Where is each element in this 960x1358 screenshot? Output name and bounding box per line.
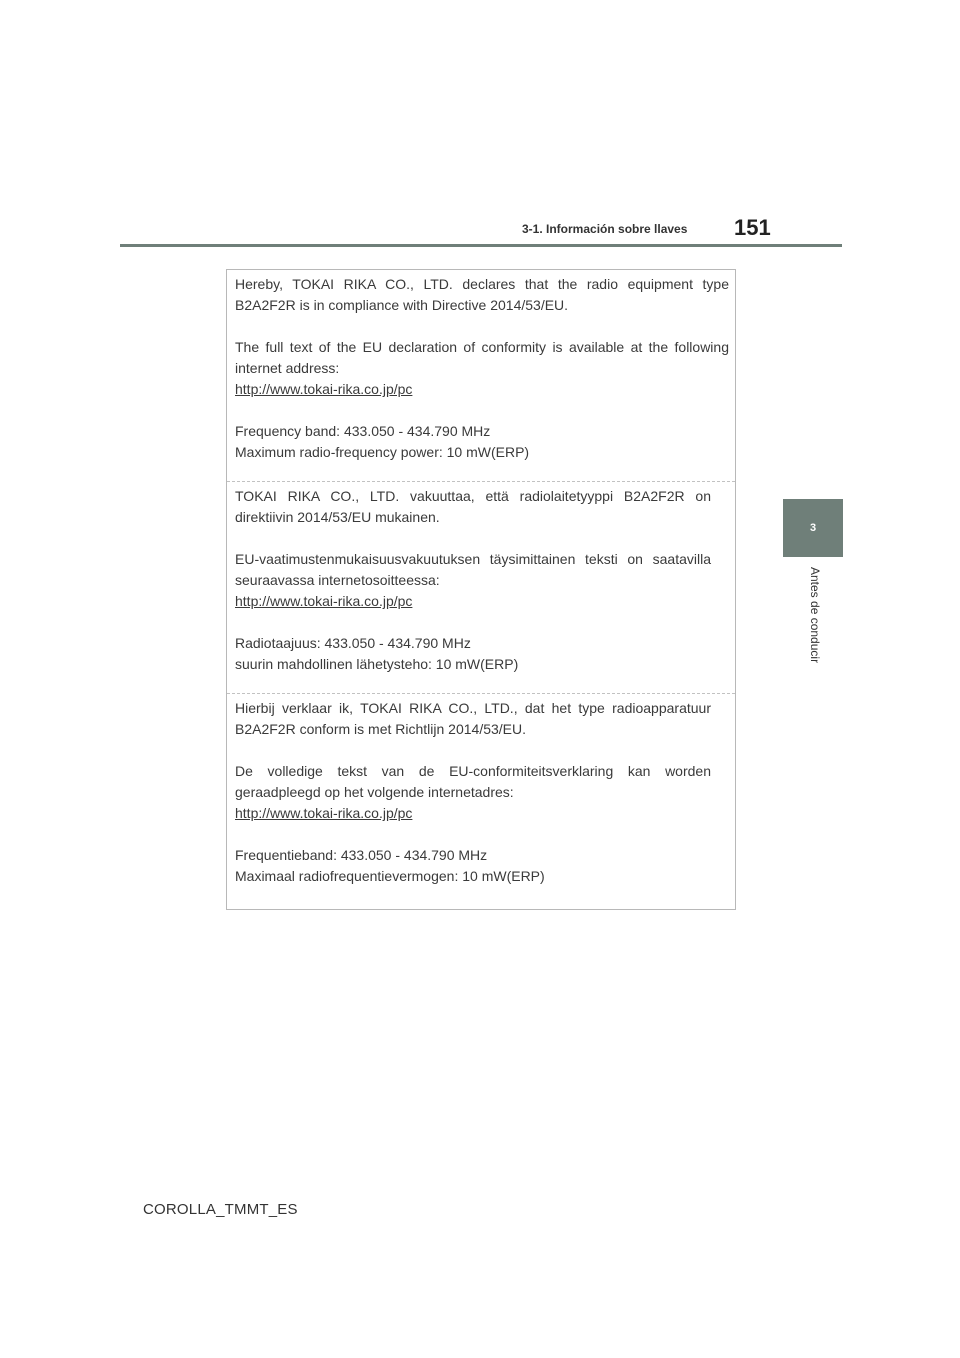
declaration-statement: Hereby, TOKAI RIKA CO., LTD. declares that the radio equipment type B2A2F2R is in compliance with Directive 2014/53/EU. (235, 276, 729, 313)
availability-text: De volledige tekst van de EU-conformiteitsverklaring kan worden geraadpleegd op het volgende internetadres: (235, 763, 711, 800)
max-power: Maximaal radiofrequentievermogen: 10 mW(ERP) (235, 868, 545, 884)
chapter-title: Antes de conducir (808, 567, 822, 664)
chapter-number: 3 (809, 522, 817, 534)
declaration-availability (235, 337, 729, 400)
declaration-specs (235, 421, 729, 463)
frequency-band: Radiotaajuus: 433.050 - 434.790 MHz (235, 635, 471, 651)
declaration-availability (235, 761, 711, 824)
page-number: 151 (734, 215, 771, 240)
declaration-finnish (227, 482, 735, 694)
frequency-band: Frequency band: 433.050 - 434.790 MHz (235, 423, 491, 439)
declaration-english (227, 270, 735, 482)
section-heading: 3-1. Información sobre llaves (522, 222, 688, 236)
document-code: COROLLA_TMMT_ES (143, 1201, 298, 1218)
availability-text: EU-vaatimustenmukaisuusvakuutuksen täysimittainen teksti on saatavilla seuraavassa internetosoitteessa: (235, 551, 711, 588)
declaration-statement: TOKAI RIKA CO., LTD. vakuuttaa, että radiolaitetyyppi B2A2F2R on direktiivin 2014/53/EU mukainen. (235, 488, 711, 525)
declaration-box (226, 269, 736, 910)
declaration-statement: Hierbij verklaar ik, TOKAI RIKA CO., LTD., dat het type radioapparatuur B2A2F2R conform is met Richtlijn 2014/53/EU. (235, 700, 711, 737)
header-divider (120, 244, 842, 247)
chapter-tab (783, 499, 843, 557)
declaration-dutch (227, 694, 735, 909)
declaration-availability (235, 549, 711, 612)
declaration-specs (235, 845, 711, 887)
availability-text: The full text of the EU declaration of conformity is available at the following internet address: (235, 339, 729, 376)
max-power: Maximum radio-frequency power: 10 mW(ERP) (235, 444, 530, 460)
declaration-link[interactable]: http://www.tokai-rika.co.jp/pc (235, 805, 413, 821)
declaration-link[interactable]: http://www.tokai-rika.co.jp/pc (235, 381, 413, 397)
max-power: suurin mahdollinen lähetysteho: 10 mW(ERP) (235, 656, 519, 672)
frequency-band: Frequentieband: 433.050 - 434.790 MHz (235, 847, 488, 863)
declaration-specs (235, 633, 711, 675)
declaration-link[interactable]: http://www.tokai-rika.co.jp/pc (235, 593, 413, 609)
